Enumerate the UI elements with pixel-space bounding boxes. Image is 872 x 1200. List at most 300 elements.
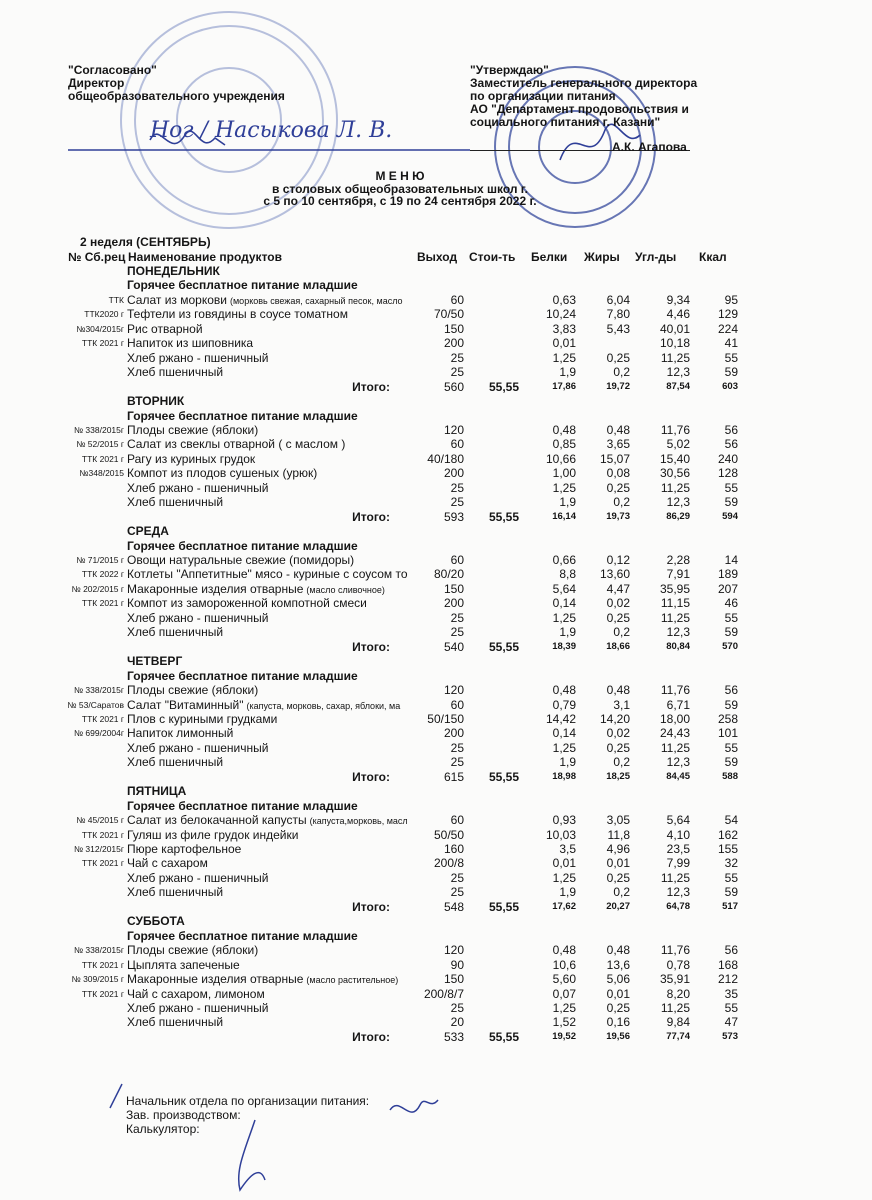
kcal-value: 56: [724, 422, 738, 437]
carbs-value: 9,84: [666, 1015, 690, 1030]
output-value: 200: [443, 726, 464, 741]
total-protein: 18,39: [552, 640, 576, 652]
total-fat: 19,73: [606, 510, 630, 522]
dish-name: [127, 1015, 423, 1029]
dish-name: [127, 307, 423, 321]
dish-title: Хлеб пшеничный: [127, 495, 224, 510]
total-cost: 55,55: [488, 379, 519, 394]
day-name: ПОНЕДЕЛЬНИК: [127, 264, 220, 278]
dish-name: [127, 813, 423, 828]
dish-title: Хлеб пшеничный: [127, 755, 224, 770]
output-value: 60: [450, 697, 464, 712]
kcal-value: 155: [717, 842, 738, 856]
fat-value: 5,43: [606, 321, 630, 336]
output-value: 200: [443, 596, 464, 611]
recipe-code: ТТК 2021 г: [81, 988, 124, 999]
col-cost: Стои-ть: [469, 250, 516, 264]
output-value: 25: [450, 755, 464, 770]
protein-value: 0,93: [552, 813, 576, 828]
kcal-value: 55: [724, 740, 738, 755]
fat-value: 0,25: [606, 870, 630, 885]
output-value: 60: [450, 813, 464, 828]
output-value: 25: [450, 365, 464, 380]
fat-value: 3,05: [606, 813, 630, 828]
total-protein: 19,52: [552, 1030, 576, 1042]
fat-value: 0,02: [606, 726, 630, 741]
dish-note: (масло сливочное): [306, 584, 385, 595]
dish-note: (капуста, морковь, сахар, яблоки, ма: [246, 700, 401, 711]
total-carbs: 84,45: [666, 770, 690, 782]
carbs-value: 10,18: [659, 336, 690, 351]
approval-left-line-1: "Согласовано": [68, 63, 157, 77]
carbs-value: 12,3: [666, 755, 690, 770]
table-row: [0, 813, 760, 827]
dish-title: Хлеб ржано - пшеничный: [127, 610, 269, 625]
dish-title: Хлеб ржано - пшеничный: [127, 480, 269, 495]
carbs-value: 35,95: [659, 581, 690, 596]
approval-left-line-3: общеобразовательного учреждения: [68, 89, 285, 103]
day-header: [0, 394, 760, 408]
output-value: 50/150: [427, 711, 464, 726]
output-value: 40/180: [427, 451, 464, 466]
total-carbs: 77,74: [666, 1030, 690, 1042]
total-row: [0, 1030, 760, 1044]
kcal-value: 56: [724, 943, 738, 958]
dish-name: [127, 972, 423, 987]
protein-value: 0,85: [552, 437, 576, 452]
category-row: [0, 929, 760, 943]
recipe-code: № 45/2015 г: [76, 815, 124, 826]
fat-value: 5,06: [606, 972, 630, 987]
table-row: [0, 871, 760, 885]
output-value: 160: [443, 842, 464, 856]
fat-value: 0,2: [613, 365, 630, 380]
carbs-value: 7,91: [666, 567, 690, 582]
table-row: [0, 856, 760, 870]
protein-value: 1,00: [552, 466, 576, 481]
protein-value: 3,83: [552, 321, 576, 336]
recipe-code: № 52/2015 г: [76, 439, 124, 450]
recipe-code: № 71/2015 г: [76, 555, 124, 565]
carbs-value: 11,76: [660, 683, 690, 698]
dish-title: Напиток из шиповника: [127, 336, 254, 351]
table-row: [0, 365, 760, 379]
carbs-value: 11,15: [660, 596, 690, 611]
output-value: 120: [443, 683, 464, 698]
total-output: 540: [443, 639, 464, 654]
output-value: 25: [450, 625, 464, 640]
fat-value: 0,01: [606, 986, 630, 1001]
fat-value: 0,2: [613, 625, 630, 640]
dish-name: [127, 481, 423, 495]
dish-name: [127, 452, 423, 466]
dish-title: Компот из плодов сушеных (урюк): [127, 466, 318, 481]
output-value: 20: [450, 1015, 464, 1030]
fat-value: 4,47: [606, 581, 630, 596]
total-kcal: 570: [722, 640, 738, 652]
dish-title: Компот из замороженной компотной смеси: [127, 596, 367, 611]
kcal-value: 59: [724, 495, 738, 510]
total-cost: 55,55: [488, 639, 519, 654]
kcal-value: 128: [717, 466, 738, 481]
fat-value: 0,12: [606, 553, 630, 567]
output-value: 60: [450, 292, 464, 307]
table-row: [0, 611, 760, 625]
protein-value: 1,25: [552, 740, 576, 755]
recipe-code: № 699/2004г: [73, 728, 124, 739]
footer-line-1: Начальник отдела по организации питания:: [126, 1094, 370, 1108]
dish-title: Гуляш из филе грудок индейки: [127, 827, 299, 842]
output-value: 200/8/7: [423, 986, 464, 1001]
carbs-value: 12,3: [666, 885, 690, 900]
total-fat: 18,25: [606, 770, 630, 782]
dish-note: (капуста,морковь, масл: [309, 816, 408, 827]
output-value: 25: [450, 885, 464, 900]
protein-value: 0,48: [552, 943, 576, 958]
dish-title: Рис отварной: [127, 321, 203, 336]
output-value: 50/50: [433, 827, 464, 842]
recipe-code: ТТК 2021 г: [81, 338, 124, 349]
approver-name: А.К. Агапова: [612, 140, 687, 154]
dish-name: [127, 943, 423, 957]
total-output: 548: [443, 899, 464, 914]
fat-value: 0,48: [606, 422, 630, 437]
dish-title: Салат из белокачанной капусты: [127, 813, 307, 828]
protein-value: 1,9: [559, 365, 576, 380]
day-header: [0, 264, 760, 278]
fat-value: 13,60: [599, 567, 630, 582]
day-header: [0, 654, 760, 668]
carbs-value: 9,34: [666, 292, 690, 307]
table-row: [0, 1015, 760, 1029]
kcal-value: 168: [717, 957, 738, 972]
output-value: 25: [450, 1000, 464, 1015]
recipe-code: ТТК 2022 г: [81, 569, 124, 580]
total-label: Итого:: [352, 1029, 390, 1044]
carbs-value: 18,00: [659, 711, 690, 726]
dish-name: [127, 683, 423, 697]
kcal-value: 32: [724, 856, 738, 871]
total-carbs: 86,29: [666, 510, 690, 522]
carbs-value: 12,3: [666, 495, 690, 510]
output-value: 25: [450, 740, 464, 755]
protein-value: 3,5: [559, 842, 576, 856]
output-value: 60: [450, 553, 464, 567]
protein-value: 1,25: [552, 610, 576, 625]
fat-value: 0,25: [606, 610, 630, 625]
approval-right-line-2: Заместитель генерального директора: [470, 76, 698, 90]
kcal-value: 55: [724, 610, 738, 625]
carbs-value: 11,25: [660, 480, 690, 495]
category-name: Горячее бесплатное питание младшие: [127, 408, 358, 423]
kcal-value: 258: [717, 711, 738, 726]
dish-name: [127, 755, 423, 769]
table-row: [0, 741, 760, 755]
dish-title: Напиток лимонный: [127, 726, 234, 741]
footer-line-3: Калькулятор:: [126, 1122, 200, 1136]
carbs-value: 6,71: [666, 697, 690, 712]
recipe-code: № 53/Саратов: [67, 699, 124, 710]
category-name: Горячее бесплатное питание младшие: [127, 538, 358, 553]
carbs-value: 5,02: [666, 437, 690, 452]
dish-title: Хлеб пшеничный: [127, 625, 224, 640]
output-value: 25: [450, 495, 464, 510]
dish-name: [127, 611, 423, 625]
total-cost: 55,55: [488, 899, 519, 914]
protein-value: 0,07: [552, 986, 576, 1001]
dish-title: Чай с сахаром, лимоном: [127, 986, 265, 1001]
dish-name: [127, 987, 423, 1001]
total-carbs: 64,78: [666, 900, 690, 912]
fat-value: 3,1: [613, 697, 630, 712]
kcal-value: 56: [724, 683, 738, 698]
total-carbs: 80,84: [666, 640, 690, 652]
total-kcal: 573: [722, 1030, 738, 1042]
dish-name: [127, 958, 423, 972]
recipe-code: №304/2015г: [76, 323, 124, 334]
fat-value: 11,8: [607, 827, 630, 842]
fat-value: 0,08: [606, 466, 630, 481]
recipe-code: ТТК 2021 г: [81, 959, 124, 970]
total-protein: 18,98: [552, 770, 576, 782]
carbs-value: 15,40: [659, 451, 690, 466]
table-row: [0, 293, 760, 307]
category-row: [0, 539, 760, 553]
carbs-value: 11,76: [660, 422, 690, 437]
output-value: 80/20: [433, 567, 464, 582]
total-row: [0, 380, 760, 394]
total-row: [0, 640, 760, 654]
footer-signatories: [126, 1094, 369, 1136]
day-name: ПЯТНИЦА: [127, 784, 187, 799]
carbs-value: 11,25: [660, 870, 690, 885]
kcal-value: 59: [724, 625, 738, 640]
category-name: Горячее бесплатное питание младшие: [127, 798, 358, 813]
protein-value: 10,6: [552, 957, 576, 972]
dish-name: [127, 582, 423, 597]
protein-value: 10,03: [545, 827, 576, 842]
table-row: [0, 842, 760, 856]
carbs-value: 12,3: [666, 625, 690, 640]
dish-name: [127, 365, 423, 379]
category-name: Горячее бесплатное питание младшие: [127, 928, 358, 943]
recipe-code: ТТК 2021 г: [81, 453, 124, 464]
total-cost: 55,55: [488, 509, 519, 524]
dish-title: Рагу из куриных грудок: [127, 451, 256, 466]
protein-value: 14,42: [545, 711, 576, 726]
total-kcal: 603: [722, 380, 738, 392]
kcal-value: 55: [724, 1000, 738, 1015]
dish-name: [127, 625, 423, 639]
output-value: 25: [450, 480, 464, 495]
col-protein: Белки: [531, 250, 568, 264]
table-row: [0, 452, 760, 466]
table-row: [0, 437, 760, 451]
output-value: 120: [443, 943, 464, 958]
table-row: [0, 683, 760, 697]
table-row: [0, 307, 760, 321]
table-row: [0, 553, 760, 567]
kcal-value: 59: [724, 697, 738, 712]
protein-value: 1,9: [559, 885, 576, 900]
protein-value: 1,9: [559, 755, 576, 770]
fat-value: 0,48: [606, 683, 630, 698]
footer-line-2: Зав. производством:: [126, 1108, 241, 1122]
table-row: [0, 972, 760, 986]
fat-value: 6,04: [606, 292, 630, 307]
menu-title-line-3: с 5 по 10 сентября, с 19 по 24 сентября 2022 г.: [263, 194, 537, 208]
dish-title: Хлеб ржано - пшеничный: [127, 740, 269, 755]
total-label: Итого:: [352, 899, 390, 914]
dish-title: Салат "Витаминный": [127, 697, 244, 712]
carbs-value: 8,20: [666, 986, 690, 1001]
total-row: [0, 900, 760, 914]
kcal-value: 212: [717, 972, 738, 987]
recipe-code: ТТК 2021 г: [81, 713, 124, 724]
fat-value: 15,07: [599, 451, 630, 466]
fat-value: 0,25: [606, 350, 630, 365]
fat-value: 7,80: [606, 307, 630, 322]
table-row: [0, 322, 760, 336]
approval-left-line-2: Директор: [68, 76, 125, 90]
kcal-value: 41: [724, 336, 738, 351]
dish-name: [127, 596, 423, 610]
table-row: [0, 495, 760, 509]
table-row: [0, 885, 760, 899]
fat-value: 0,2: [613, 755, 630, 770]
dish-title: Чай с сахаром: [127, 856, 208, 871]
col-output: Выход: [417, 250, 458, 264]
recipe-code: № 338/2015г: [73, 424, 124, 435]
table-row: [0, 987, 760, 1001]
category-name: Горячее бесплатное питание младшие: [127, 278, 358, 293]
dish-name: [127, 553, 423, 567]
carbs-value: 4,46: [666, 307, 690, 322]
kcal-value: 101: [717, 726, 738, 741]
table-row: [0, 943, 760, 957]
dish-name: [127, 1001, 423, 1015]
dish-name: [127, 437, 423, 451]
table-row: [0, 336, 760, 350]
kcal-value: 55: [724, 480, 738, 495]
table-row: [0, 625, 760, 639]
protein-value: 1,9: [559, 495, 576, 510]
fat-value: 4,96: [606, 842, 630, 856]
dish-name: [127, 712, 423, 726]
kcal-value: 55: [724, 870, 738, 885]
dish-name: [127, 495, 423, 509]
table-row: [0, 755, 760, 769]
protein-value: 1,25: [552, 1000, 576, 1015]
total-fat: 19,72: [606, 380, 630, 392]
dish-title: Плов с куриными грудками: [127, 711, 278, 726]
fat-value: 0,48: [606, 943, 630, 958]
dish-title: Хлеб пшеничный: [127, 365, 224, 380]
dish-name: [127, 567, 423, 581]
category-row: [0, 669, 760, 683]
total-row: [0, 510, 760, 524]
day-header: [0, 914, 760, 928]
total-kcal: 517: [722, 900, 738, 912]
table-row: [0, 1001, 760, 1015]
table-row: [0, 596, 760, 610]
recipe-code: ТТК2020 г: [84, 309, 124, 320]
dish-title: Овощи натуральные свежие (помидоры): [127, 553, 355, 567]
dish-title: Хлеб пшеничный: [127, 1015, 224, 1030]
kcal-value: 59: [724, 885, 738, 900]
dish-name: [127, 741, 423, 755]
protein-value: 0,01: [552, 856, 576, 871]
protein-value: 0,66: [552, 553, 576, 567]
carbs-value: 24,43: [659, 726, 690, 741]
table-row: [0, 828, 760, 842]
dish-title: Тефтели из говядины в соусе томатном: [127, 307, 348, 322]
recipe-code: ТТК 2021 г: [81, 858, 124, 869]
protein-value: 0,14: [552, 726, 576, 741]
fat-value: 0,01: [606, 856, 630, 871]
carbs-value: 11,25: [660, 1000, 690, 1015]
protein-value: 0,48: [552, 683, 576, 698]
kcal-value: 207: [717, 581, 738, 596]
total-label: Итого:: [352, 769, 390, 784]
fat-value: 0,16: [606, 1015, 630, 1030]
total-output: 533: [443, 1029, 464, 1044]
fat-value: 0,25: [606, 1000, 630, 1015]
recipe-code: №348/2015: [79, 468, 124, 479]
dish-title: Макаронные изделия отварные: [127, 972, 304, 987]
fat-value: 0,2: [613, 495, 630, 510]
total-carbs: 87,54: [666, 380, 690, 392]
total-label: Итого:: [352, 379, 390, 394]
kcal-value: 189: [717, 567, 738, 582]
output-value: 25: [450, 610, 464, 625]
output-value: 200: [443, 466, 464, 481]
recipe-code: № 312/2015г: [73, 844, 124, 854]
protein-value: 0,48: [552, 422, 576, 437]
dish-title: Хлеб ржано - пшеничный: [127, 350, 269, 365]
protein-value: 5,60: [552, 972, 576, 987]
dish-name: [127, 856, 423, 870]
dish-name: [127, 423, 423, 437]
kcal-value: 129: [717, 307, 738, 322]
dish-name: [127, 293, 423, 308]
carbs-value: 11,25: [660, 350, 690, 365]
dish-title: Хлеб пшеничный: [127, 885, 224, 900]
carbs-value: 4,10: [666, 827, 690, 842]
total-kcal: 594: [722, 510, 738, 522]
col-kcal: Ккал: [699, 250, 727, 264]
protein-value: 8,8: [559, 567, 576, 582]
kcal-value: 47: [724, 1015, 738, 1030]
total-protein: 17,62: [552, 900, 576, 912]
dish-name: [127, 351, 423, 365]
dish-title: Цыплята запеченые: [127, 957, 240, 972]
dish-title: Хлеб ржано - пшеничный: [127, 1000, 269, 1015]
recipe-code: № 338/2015г: [73, 945, 124, 956]
dish-title: Плоды свежие (яблоки): [127, 422, 259, 437]
day-header: [0, 524, 760, 538]
carbs-value: 40,01: [659, 321, 690, 336]
recipe-code: № 202/2015 г: [71, 583, 124, 594]
protein-value: 1,25: [552, 870, 576, 885]
total-label: Итого:: [352, 639, 390, 654]
dish-name: [127, 698, 423, 713]
dish-title: Пюре картофельное: [127, 842, 242, 856]
table-row: [0, 466, 760, 480]
total-output: 560: [443, 379, 464, 394]
fat-value: 0,2: [613, 885, 630, 900]
fat-value: 3,65: [606, 437, 630, 452]
